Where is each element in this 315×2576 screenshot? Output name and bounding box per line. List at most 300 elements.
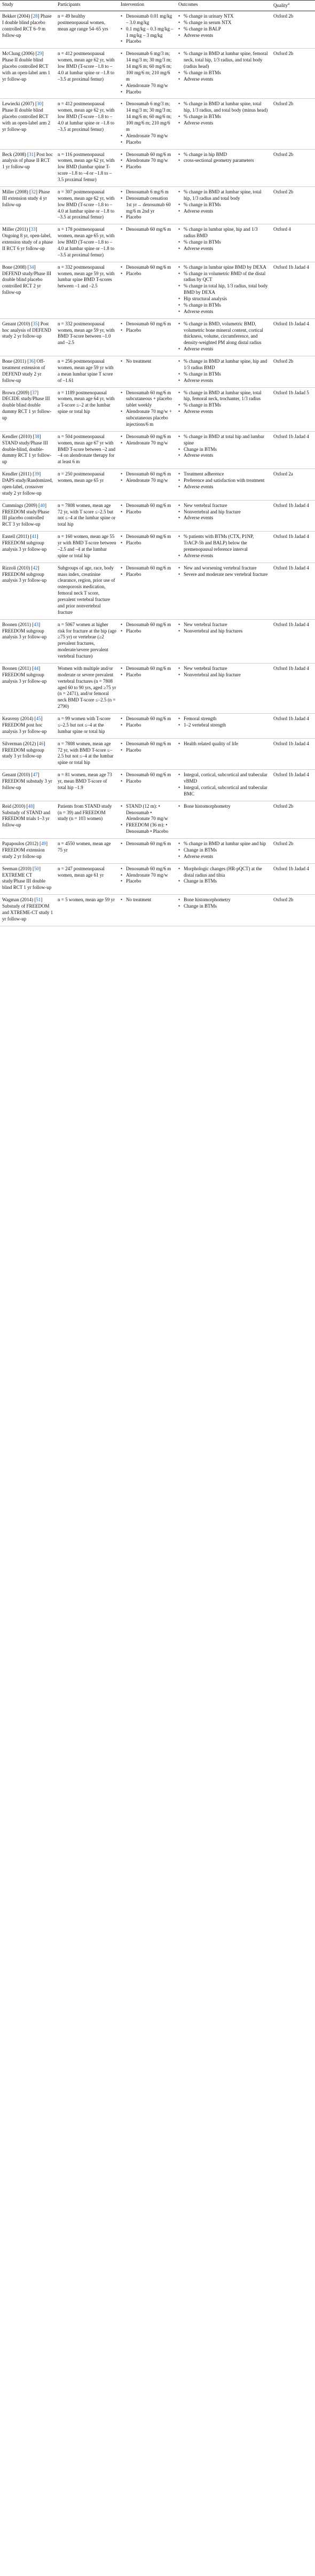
outcomes-item: • Adverse events (183, 452, 269, 459)
outcomes-item: • Adverse events (183, 515, 269, 521)
table-row (0, 738, 315, 770)
reference-link[interactable]: 35 (33, 321, 38, 326)
cell-outcomes (176, 387, 271, 431)
table-body (0, 11, 315, 926)
outcomes-item: • % change in BMD at total hip and lumbar spine (183, 434, 269, 447)
study-design: FREEDOM subgroup analysis 3 yr follow-up (2, 571, 47, 583)
intervention-item: • Alendronate 70 mg/w (125, 440, 174, 447)
intervention-item: • Denosumab 60 mg/6 m (125, 534, 174, 540)
cell-participants: Subgroups of age, race, body mass index, creatinine clearance, region, prior use of osteoporosis medication, femoral neck T score, prevalent vertebral fracture and prior nonvertebral fracture (56, 563, 119, 619)
intervention-item: • Denosumab 60 mg/6 m (125, 152, 174, 158)
intervention-item: • Placebo (125, 747, 174, 754)
intervention-item: • Placebo (125, 38, 174, 45)
intervention-item: • Placebo (125, 722, 174, 729)
outcomes-item: • Morphologic changes (HR-pQCT) at the distal radius and tibia (183, 866, 269, 879)
outcomes-item: • % change in lumbar spine, hip and 1/3 radius BMD (183, 227, 269, 239)
study-design: Phase II double blind placebo controlled RCT with an open-label arm 2 yr follow-up (2, 107, 50, 132)
study-design: FREEDOM subgroup analysis 3 yr follow-up (2, 540, 47, 552)
intervention-item: • Placebo (125, 778, 174, 785)
study-author: Boonen (2011) (2, 665, 31, 671)
study-design: FREEDOM substudy 3 yr follow-up (2, 778, 52, 790)
reference-link[interactable]: 33 (30, 227, 36, 232)
study-design: Post hoc analysis of phase II RCT 1 yr follow-up (2, 151, 53, 170)
cell-outcomes (176, 431, 271, 469)
cell-outcomes (176, 149, 271, 186)
study-author: Papapoulos (2012) (2, 841, 38, 846)
cell-intervention (119, 563, 176, 619)
cell-quality: Oxford 1b Jadad 5 (271, 387, 315, 431)
cell-quality: Oxford 1b Jadad 4 (271, 863, 315, 895)
intervention-item: • Alendronate 70 mg/w (125, 872, 174, 879)
outcomes-item: • New vertebral fracture (183, 503, 269, 509)
intervention-item: • Denosumab cessation 1st yr→ denosumab 60 mg/6 m 2nd yr (125, 196, 174, 215)
table-row (0, 469, 315, 501)
cell-participants: n = 5 women, mean age 59 yr (56, 895, 119, 926)
outcomes-item: • % change in volumetric BMD of the distal radius by QCT (183, 271, 269, 284)
study-design: Off-treatment extension of DEFEND study 2 yr follow-up (2, 358, 45, 383)
cell-intervention (119, 49, 176, 99)
cell-study: Wagman (2014) [51] Substudy of FREEDOM and XTREME-CT study 1 yr follow-up (0, 895, 56, 926)
cell-outcomes (176, 356, 271, 388)
cell-quality: Oxford 1b Jadad 4 (271, 770, 315, 801)
outcomes-item: • 1–2 vertebral strength (183, 722, 269, 729)
table-row (0, 801, 315, 838)
outcomes-item: • Adverse events (183, 346, 269, 353)
cell-study: Miller (2008) [32] Phase III extension study 4 yr follow-up (0, 186, 56, 224)
intervention-item: • Placebo (125, 878, 174, 885)
intervention-item: • Denosumab 60 mg/6 m (125, 227, 174, 233)
intervention-item: • Alendronate 70 mg/w + subcutaneous placebo injections/6 m (125, 409, 174, 428)
outcomes-item: • Nonvertebral and hip fracture (183, 509, 269, 516)
cell-study: Eastell (2011) [41] FREEDOM subgroup analysis 3 yr follow-up (0, 532, 56, 563)
cell-quality: Oxford 1b Jadad 4 (271, 738, 315, 770)
study-author: McClung (2006) (2, 51, 35, 57)
cell-participants: n = 1189 postmenopausal women, mean age 64 yr, with a T-score ≤–2 at the lumbar spine or total hip (56, 387, 119, 431)
cell-outcomes (176, 663, 271, 713)
table-row (0, 663, 315, 713)
outcomes-item: • Adverse events (183, 484, 269, 490)
cell-quality: Oxford 2b (271, 801, 315, 838)
reference-link[interactable]: 50 (34, 865, 39, 871)
study-author: Miller (2008) (2, 189, 28, 194)
reference-link[interactable]: 44 (34, 665, 39, 671)
study-author: Bone (2008) (2, 264, 27, 270)
reference-link[interactable]: 49 (41, 841, 46, 846)
intervention-item: • Placebo (125, 672, 174, 678)
intervention-item: • Denosumab 60 mg/6 m (125, 264, 174, 271)
cell-quality: Oxford 1b Jadad 4 (271, 532, 315, 563)
table-row (0, 99, 315, 149)
table-row (0, 224, 315, 262)
cell-outcomes (176, 895, 271, 926)
table-row (0, 619, 315, 663)
outcomes-item: • Adverse events (183, 309, 269, 315)
cell-outcomes (176, 619, 271, 663)
cell-quality: Oxford 1b Jadad 4 (271, 714, 315, 739)
reference-link[interactable]: 48 (28, 803, 33, 809)
cell-outcomes (176, 49, 271, 99)
cell-quality: Oxford 1b Jadad 4 (271, 563, 315, 619)
cell-study: Keaveny (2014) [45] FREEDOM post hoc analysis 3 yr follow-up (0, 714, 56, 739)
cell-participants: n = 7808 women, mean age 72 yr, with T score ≤–2.5 but not ≤–4 at the lumbar spine or total hip (56, 500, 119, 532)
study-design: Post hoc analysis of DEFEND study 2 yr follow-up (2, 321, 51, 339)
cell-study: Papapoulos (2012) [49] FREEDOM extension study 2 yr follow-up (0, 839, 56, 864)
study-author: Rizzoli (2010) (2, 565, 30, 571)
intervention-item: • Denosumab 0.01 mg/kg – 3.0 mg/kg (125, 13, 174, 26)
outcomes-item: • Adverse events (183, 33, 269, 39)
intervention-item: • FREEDOM (36 m): • Denosumab • Placebo (125, 822, 174, 835)
cell-outcomes (176, 500, 271, 532)
study-author: Cummings (2009) (2, 502, 37, 508)
cell-outcomes (176, 839, 271, 864)
table-row (0, 839, 315, 864)
cell-outcomes (176, 99, 271, 149)
cell-participants: n = 4550 women, mean age 75 yr (56, 839, 119, 864)
cell-quality: Oxford 4 (271, 224, 315, 262)
study-author: Eastell (2011) (2, 534, 29, 540)
cell-study: Bekker (2004) [28] Phase I double blind placebo controlled RCT 6–9 m follow-up (0, 11, 56, 48)
study-author: Beck (2008) (2, 151, 26, 157)
cell-participants: n = 256 postmenopausal women, mean age 59 yr with a mean lumbar spine T score of –1.61 (56, 356, 119, 388)
outcomes-item: • Adverse events (183, 409, 269, 415)
intervention-item: • Placebo (125, 628, 174, 635)
outcomes-item: • Change in BTMs (183, 903, 269, 910)
study-author: Boonen (2011) (2, 621, 31, 627)
outcomes-item: • % change in BMD at lumbar spine and hip (183, 841, 269, 847)
intervention-item: • Placebo (125, 139, 174, 146)
cell-quality: Oxford 2b (271, 11, 315, 48)
table-row (0, 863, 315, 895)
intervention-item: • Denosumab 60 mg/6 m (125, 622, 174, 628)
outcomes-item: • % change in BTMs (183, 302, 269, 309)
cell-study: Reid (2010) [48] Substudy of STAND and FREEDOM trials 1–3 yr follow-up (0, 801, 56, 838)
intervention-item: • STAND (12 m): • Denosumab • Alendronate 70 mg/w (125, 803, 174, 823)
cell-study: Genant (2010) [47] FREEDOM substudy 3 yr follow-up (0, 770, 56, 801)
reference-link[interactable]: 47 (33, 772, 38, 778)
outcomes-item: • % change in BTMs (183, 371, 269, 378)
cell-outcomes (176, 224, 271, 262)
cell-outcomes (176, 714, 271, 739)
outcomes-item: • % patients with BTMs (CTX, P1NP, TrACP-5b and BALP) below the premenopausal reference interval (183, 534, 269, 553)
cell-outcomes (176, 801, 271, 838)
outcomes-item: • Adverse events (183, 378, 269, 384)
cell-quality: Oxford 2b (271, 839, 315, 864)
study-author: Bekker (2004) (2, 13, 30, 19)
outcomes-item: • % change in BTMs (183, 239, 269, 246)
cell-participants: n = 247 postmenopausal women, mean age 61 yr (56, 863, 119, 895)
cell-study: Lewiecki (2007) [30] Phase II double blind placebo controlled RCT with an open-label arm 2 yr follow-up (0, 99, 56, 149)
cell-intervention (119, 895, 176, 926)
cell-participants: n = 5067 women at higher risk for fracture at the hip (age ≥75 yr) or vertebrae (≥2 prevalent fractures, moderate/severe prevalent vertebral fracture) (56, 619, 119, 663)
intervention-item: • No treatment (125, 358, 174, 365)
study-design: DEFEND study/Phase III double blind placebo controlled RCT 2 yr follow-up (2, 270, 51, 295)
table-row (0, 532, 315, 563)
table-row (0, 318, 315, 356)
table-row (0, 770, 315, 801)
col-header-participants: Participants (56, 1, 119, 11)
table-row (0, 186, 315, 224)
study-author: Genant (2010) (2, 321, 30, 326)
col-header-outcomes: Outcomes (176, 1, 271, 11)
intervention-item: • Placebo (125, 327, 174, 334)
cell-quality: Oxford 2b (271, 356, 315, 388)
intervention-item: • 0.1 mg/kg – 0.3 mg/kg – 1 mg/kg – 3 mg/kg (125, 26, 174, 39)
outcomes-item: • Change in BTMs (183, 447, 269, 453)
cell-participants: n = 81 women, mean age 73 yr, mean BMD T-score of total hip –1.9 (56, 770, 119, 801)
cell-study: Seeman (2010) [50] EXTREME CT study/Phase III double blind RCT 1 yr follow-up (0, 863, 56, 895)
cell-participants: n = 412 postmenopausal women, mean age 62 yr, with low BMD (T-score –1.8 to –4.0 at lumbar spine or –1.8 to –3.5 at proximal femur) (56, 99, 119, 149)
study-author: Kendler (2011) (2, 471, 32, 477)
reference-link[interactable]: 28 (33, 13, 38, 19)
intervention-item: • Alendronate 70 mg/w (125, 83, 174, 89)
intervention-item: • Placebo (125, 509, 174, 516)
intervention-item: • Alendronate 70 mg/w (125, 478, 174, 484)
table-row (0, 11, 315, 48)
study-design: Phase I double blind placebo controlled RCT 6–9 m follow-up (2, 13, 52, 38)
cell-intervention (119, 863, 176, 895)
reference-link[interactable]: 40 (40, 502, 45, 508)
cell-outcomes (176, 770, 271, 801)
outcomes-item: • % change in BMD at lumbar spine, total hip, 1/3 radius, and total body (minus head) (183, 101, 269, 114)
intervention-item: • Denosumab 60 mg/6 m (125, 772, 174, 778)
cell-participants: n = 412 postmenopausal women, mean age 62 yr, with low BMD (T-score –1.8 to –4.0 at lumbar spine or –1.8 to –3.5 at proximal femur) (56, 49, 119, 99)
cell-intervention (119, 262, 176, 318)
outcomes-item: • % change in BMD, volumetric BMD, volumetric bone mineral content, cortical thickness, volume, circumference, and density-weighted PM along distal radius (183, 321, 269, 347)
reference-link[interactable]: 34 (29, 264, 34, 270)
study-design: Substudy of STAND and FREEDOM trials 1–3 yr follow-up (2, 809, 51, 828)
outcomes-item: • % change in BMD at lumbar spine, total hip, femoral neck, trochanter, 1/3 radius (183, 390, 269, 403)
intervention-item: • Denosumab 6 mg/3 m; 14 mg/3 m; 30 mg/3 m; 14 mg/6 m; 60 mg/6 m; 100 mg/6 m; 210 mg/6 m (125, 51, 174, 82)
reference-link[interactable]: 31 (29, 151, 34, 157)
reference-link[interactable]: 30 (36, 101, 42, 107)
cell-participants: n = 99 women with T-score ≤–2.5 but not ≤–4 at the lumbar spine or total hip (56, 714, 119, 739)
cell-study: McClung (2006) [29] Phase II double blind placebo controlled RCT with an open-label arm 1 yr follow-up (0, 49, 56, 99)
cell-participants: Women with multiple and/or moderate or severe prevalent vertebral fractures (n = 7808 aged 60 to 90 yrs, aged ≥75 yr (n = 2471), and/or femoral neck BMD T-score ≤–2.5 (n = 2790) (56, 663, 119, 713)
cell-participants: n = 332 postmenopausal women, mean age 59 yr, with lumbar spine BMD T-scores between –1 and –2.5 (56, 262, 119, 318)
study-author: Bone (2011) (2, 358, 26, 364)
cell-participants: n = 7808 women, mean age 72 yr, with BMD T-score ≤–2.5 but not ≤–4 at the lumbar spine or total hip (56, 738, 119, 770)
reference-link[interactable]: 36 (29, 358, 34, 364)
cell-outcomes (176, 318, 271, 356)
cell-participants: n = 49 healthy postmenopausal women, mean age range 54–65 yrs (56, 11, 119, 48)
outcomes-item: • Preference and satisfaction with treatment (183, 478, 269, 484)
intervention-item: • Denosumab 60 mg/6 m (125, 866, 174, 872)
reference-link[interactable]: 37 (32, 389, 37, 395)
table-row (0, 149, 315, 186)
cell-intervention (119, 839, 176, 864)
outcomes-item: • Health related quality of life (183, 741, 269, 747)
cell-intervention (119, 11, 176, 48)
reference-link[interactable]: 41 (32, 534, 37, 540)
cell-quality: Oxford 1b Jadad 4 (271, 619, 315, 663)
cell-intervention (119, 99, 176, 149)
cell-study: Kendler (2010) [38] STAND study/Phase III double-blind, double-dummy RCT 1 yr follow-up (0, 431, 56, 469)
outcomes-item: • Treatment adherence (183, 471, 269, 478)
outcomes-item: • % change in BMD at lumbar spine, hip and 1/3 radius BMD (183, 358, 269, 371)
cell-intervention (119, 738, 176, 770)
study-design: Phase II double blind placebo controlled RCT with an open-label arm 1 yr follow-up (2, 57, 50, 82)
outcomes-item: • Adverse events (183, 76, 269, 83)
study-design: FREEDOM subgroup analysis 3 yr follow-up (2, 672, 47, 684)
cell-participants: n = 332 postmenopausal women, mean age 59 yr, with BMD T-score between –1.0 and –2.5 (56, 318, 119, 356)
cell-intervention (119, 500, 176, 532)
studies-table (0, 0, 315, 926)
reference-link[interactable]: 29 (37, 51, 42, 57)
cell-outcomes (176, 863, 271, 895)
intervention-item: • Denosumab 60 mg/6 m subcutaneous + placebo tablet weekly (125, 390, 174, 409)
reference-link[interactable]: 32 (31, 189, 36, 194)
cell-outcomes (176, 11, 271, 48)
outcomes-item: • Adverse events (183, 553, 269, 559)
reference-link[interactable]: 39 (34, 471, 40, 477)
cell-intervention (119, 387, 176, 431)
outcomes-item: • Integral, cortical, subcortical and trabecular vBMD (183, 772, 269, 785)
cell-intervention (119, 224, 176, 262)
intervention-item: • Denosumab 60 mg/6 m (125, 666, 174, 672)
cell-participants: n = 160 women, mean age 55 yr with BMD T-score between –2.5 and –4 at the lumbar spine or total hip (56, 532, 119, 563)
outcomes-item: • Change in BTMs (183, 878, 269, 885)
cell-participants: n = 307 postmenopausal women, mean age 62 yr, with low BMD (T-score –1.8 to –4.0 at lumbar spine or –1.8 to –3.5 at proximal femur) (56, 186, 119, 224)
cell-intervention (119, 801, 176, 838)
cell-participants: n = 250 postmenopausal women, mean age 65 yr (56, 469, 119, 501)
cell-quality: Oxford 1b Jadad 4 (271, 318, 315, 356)
outcomes-item: • Adverse events (183, 854, 269, 860)
outcomes-item: • % change in lumbar spine BMD by DEXA (183, 264, 269, 271)
study-author: Keaveny (2014) (2, 716, 34, 721)
cell-study: Brown (2009) [37] DECIDE study/Phase III double blind double dummy RCT 1 yr follow-up (0, 387, 56, 431)
outcomes-item: • Nonvertebral and hip fracture (183, 672, 269, 678)
cell-intervention (119, 318, 176, 356)
study-design: FREEDOM study/Phase III placebo controlled RCT 3 yr follow-up (2, 509, 50, 527)
outcomes-item: • cross-sectional geometry parameters (183, 158, 269, 164)
outcomes-item: • % change in BTMs (183, 114, 269, 120)
outcomes-item: • % change in BALP (183, 26, 269, 33)
outcomes-item: • % change in BTMs (183, 402, 269, 409)
intervention-item: • Denosumab 60 mg/6 m (125, 741, 174, 747)
intervention-item: • Denosumab 60 mg/6 m (125, 471, 174, 478)
outcomes-item: • Change in BTMs (183, 847, 269, 854)
outcomes-item: • Adverse events (183, 120, 269, 127)
reference-link[interactable]: 46 (38, 740, 44, 746)
col-header-study: Study (0, 1, 56, 11)
outcomes-item: • % change in BMD at lumbar spine, total hip, 1/3 radius and total body (183, 189, 269, 202)
table-row (0, 49, 315, 99)
cell-quality: Oxford 2a (271, 469, 315, 501)
cell-study: Boonen (2011) [44] FREEDOM subgroup analysis 3 yr follow-up (0, 663, 56, 713)
study-author: Wagman (2014) (2, 897, 34, 903)
study-design: FREEDOM extension study 2 yr follow-up (2, 847, 45, 859)
cell-outcomes (176, 186, 271, 224)
cell-intervention (119, 532, 176, 563)
intervention-item: • Denosumab 6 mg/3 m; 14 mg/3 m; 30 mg/3 m; 14 mg/6 m; 60 mg/6 m; 100 mg/6 m; 210 mg/6 m (125, 101, 174, 132)
cell-intervention (119, 149, 176, 186)
intervention-item: • Alendronate 70 mg/w (125, 158, 174, 164)
cell-participants: n = 116 postmenopausal women, mean age 62 yr, with low BMD (lumbar spine T-score –1.8 to –4 or –1.8 to –3.5 proximal femur) (56, 149, 119, 186)
study-design: Phase III extension study 4 yr follow-up (2, 189, 50, 207)
outcomes-item: • Bone histomorphometry (183, 897, 269, 903)
reference-link[interactable]: 51 (36, 897, 41, 903)
cell-intervention (119, 469, 176, 501)
cell-intervention (119, 186, 176, 224)
intervention-item: • Placebo (125, 271, 174, 277)
cell-outcomes (176, 532, 271, 563)
outcomes-item: • % change in total hip, 1/3 radius, total body BMD by DEXA (183, 283, 269, 296)
table-row (0, 387, 315, 431)
reference-link[interactable]: 38 (34, 433, 40, 439)
study-author: Silverman (2012) (2, 740, 36, 746)
outcomes-item: • Adverse events (183, 208, 269, 215)
cell-quality: Oxford 2b (271, 99, 315, 149)
cell-outcomes (176, 738, 271, 770)
col-header-quality: Quality$^a$ (271, 1, 315, 11)
cell-quality: Oxford 1b Jadad 4 (271, 500, 315, 532)
study-design: FREEDOM post hoc analysis 3 yr follow-up (2, 722, 47, 734)
outcomes-item: • Hip structural analysis (183, 296, 269, 302)
intervention-item: • Denosumab 60 mg/6 m (125, 841, 174, 847)
cell-study: Bone (2011) [36] Off-treatment extension of DEFEND study 2 yr follow-up (0, 356, 56, 388)
study-author: Reid (2010) (2, 803, 26, 809)
intervention-item: • Denosumab 60 mg/6 m (125, 565, 174, 572)
table-row (0, 563, 315, 619)
cell-intervention (119, 770, 176, 801)
cell-study: Cummings (2009) [40] FREEDOM study/Phase III placebo controlled RCT 3 yr follow-up (0, 500, 56, 532)
study-design: Ongoing 8 yr, open-label, extension study of a phase II RCT 6 yr follow-up (2, 233, 53, 251)
col-header-intervention: Intervention (119, 1, 176, 11)
cell-study: Silverman (2012) [46] FREEDOM subgroup study 3 yr follow-up (0, 738, 56, 770)
reference-link[interactable]: 42 (33, 565, 38, 571)
cell-participants: Patients from STAND study (n = 39) and FREEDOM study (n = 103 women) (56, 801, 119, 838)
cell-outcomes (176, 262, 271, 318)
reference-link[interactable]: 43 (34, 621, 39, 627)
table-row (0, 714, 315, 739)
cell-intervention (119, 431, 176, 469)
cell-quality: Oxford 1b Jadad 4 (271, 262, 315, 318)
study-design: EXTREME CT study/Phase III double blind RCT 1 yr follow-up (2, 872, 52, 891)
table-row (0, 500, 315, 532)
outcomes-item: • Nonvertebral and hip fractures (183, 628, 269, 635)
outcomes-item: • % change in BTMs (183, 70, 269, 76)
cell-study: Beck (2008) [31] Post hoc analysis of phase II RCT 1 yr follow-up (0, 149, 56, 186)
study-design: STAND study/Phase III double-blind, double-dummy RCT 1 yr follow-up (2, 440, 52, 465)
table-row (0, 356, 315, 388)
cell-quality: Oxford 1b Jadad 4 (271, 663, 315, 713)
outcomes-item: • New vertebral fracture (183, 666, 269, 672)
cell-intervention (119, 619, 176, 663)
cell-study: Genant (2010) [35] Post hoc analysis of DEFEND study 2 yr follow-up (0, 318, 56, 356)
intervention-item: • No treatment (125, 897, 174, 903)
study-author: Brown (2009) (2, 389, 29, 395)
outcomes-item: • Integral, cortical, subcortical and trabecular BMC (183, 785, 269, 798)
outcomes-item: • Severe and moderate new vertebral fracture (183, 572, 269, 578)
cell-study: Boonen (2011) [43] FREEDOM subgroup analysis 3 yr follow-up (0, 619, 56, 663)
study-design: FREEDOM subgroup analysis 3 yr follow-up (2, 628, 47, 640)
intervention-item: • Placebo (125, 540, 174, 547)
cell-quality: Oxford 2b (271, 186, 315, 224)
cell-quality: Oxford 1b Jadad 4 (271, 431, 315, 469)
cell-intervention (119, 663, 176, 713)
outcomes-item: • % change in BMD at lumbar spine, femoral neck, total hip, 1/3 radius, and total body (radius head) (183, 51, 269, 70)
intervention-item: • Alendronate 70 mg/w (125, 133, 174, 139)
study-design: DAPS study/Randomized, open-label, crossover study 2 yr follow-up (2, 478, 53, 496)
reference-link[interactable]: 45 (36, 716, 41, 721)
study-author: Genant (2010) (2, 772, 30, 778)
study-design: FREEDOM subgroup study 3 yr follow-up (2, 747, 44, 759)
table-row (0, 262, 315, 318)
cell-outcomes (176, 563, 271, 619)
outcomes-item: • New vertebral fracture (183, 622, 269, 628)
table-row (0, 895, 315, 926)
table-header-row (0, 1, 315, 11)
